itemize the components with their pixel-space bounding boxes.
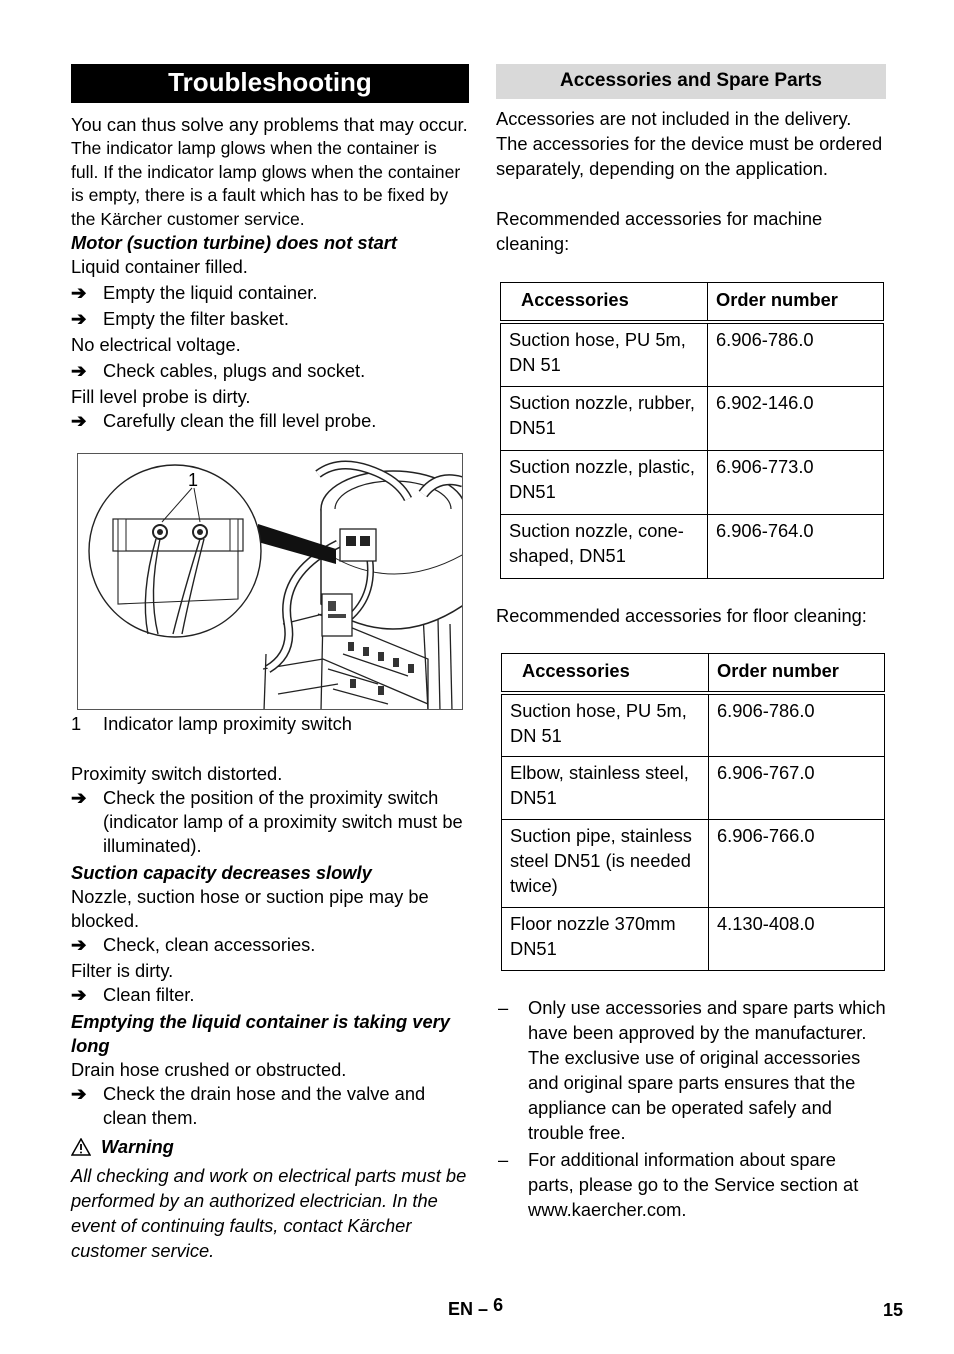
arrow-right-icon: ➔ (71, 787, 87, 808)
table-row (501, 322, 884, 386)
footer-language: EN – 6 (448, 1295, 504, 1319)
page-number: 15 (883, 1300, 904, 1320)
section-title-troubleshooting: Troubleshooting (71, 64, 469, 103)
table-row (501, 450, 884, 514)
dash-marker: – (498, 996, 509, 1018)
cause-text: Proximity switch distorted. (71, 763, 283, 784)
table-row (502, 693, 885, 757)
arrow-right-icon: ➔ (71, 360, 87, 381)
warning-triangle-icon (71, 1138, 91, 1156)
bullet-item: – Only use accessories and spare parts which have been approved by the manufacturer. The exclusive use of original accessories and original spare parts ensures that the appliance can be operated safely and trouble free. (498, 996, 886, 1143)
step-item: ➔ Check the drain hose and the valve and clean them. (71, 1083, 426, 1128)
arrow-right-icon: ➔ (71, 1083, 87, 1104)
order-number: 6.906-766.0 (709, 819, 885, 907)
heading-suction-decreases: Suction capacity decreases slowly (71, 862, 372, 883)
arrow-right-icon: ➔ (71, 934, 87, 955)
table-row (501, 386, 884, 450)
heading-motor-not-start: Motor (suction turbine) does not start (71, 232, 398, 253)
order-number: 6.906-767.0 (709, 756, 885, 819)
accessory-name: Suction hose, PU 5m, DN 51 (502, 693, 709, 757)
machine-cleaning-table (500, 282, 884, 579)
accessory-name: Floor nozzle 370mm DN51 (502, 907, 709, 970)
arrow-right-icon: ➔ (71, 282, 87, 303)
accessory-name: Suction nozzle, cone-shaped, DN51 (501, 514, 708, 578)
step-item: ➔ Empty the filter basket. (71, 308, 289, 329)
arrow-right-icon: ➔ (71, 308, 87, 329)
cause-text: Drain hose crushed or obstructed. (71, 1059, 347, 1080)
arrow-right-icon: ➔ (71, 984, 87, 1005)
step-item: ➔ Check the position of the proximity switch (indicator lamp of a proximity switch must be illuminated). (71, 787, 463, 856)
section-title-accessories: Accessories and Spare Parts (496, 64, 886, 99)
accessories-intro: Accessories are not included in the delivery. The accessories for the device must be ordered separately, depending on the application. (496, 108, 883, 179)
accessory-name: Suction nozzle, rubber, DN51 (501, 386, 708, 450)
step-item: ➔ Clean filter. (71, 984, 195, 1005)
table-row (502, 756, 885, 819)
warning-text: All checking and work on electrical parts must be performed by an authorized electrician. In the event of continuing faults, contact Kärcher customer service. (71, 1165, 467, 1261)
order-number: 6.906-773.0 (708, 450, 884, 514)
figure-legend (71, 712, 469, 736)
device-illustration (78, 454, 463, 710)
order-number: 6.906-786.0 (709, 693, 885, 757)
accessory-name: Suction pipe, stainless steel DN51 (is needed twice) (502, 819, 709, 907)
dash-marker: – (498, 1148, 509, 1170)
step-item: ➔ Carefully clean the fill level probe. (71, 410, 377, 431)
figure-callout-1: 1 (188, 470, 199, 490)
step-item: ➔ Empty the liquid container. (71, 282, 318, 303)
intro-text: You can thus solve any problems that may occur. (71, 114, 468, 135)
proximity-switch-figure (77, 453, 463, 710)
accessory-name: Suction hose, PU 5m, DN 51 (501, 322, 708, 386)
table-header-accessories: Accessories (501, 283, 708, 323)
cause-text: Filter is dirty. (71, 960, 174, 981)
floor-cleaning-label: Recommended accessories for floor cleaning: (496, 604, 867, 626)
order-number: 6.906-786.0 (708, 322, 884, 386)
floor-cleaning-table (501, 653, 885, 971)
warning-heading: Warning (71, 1135, 469, 1159)
legend-number: 1 (71, 713, 82, 734)
troubleshooting-column (71, 64, 469, 1263)
accessories-column (496, 64, 886, 1222)
cause-text: Liquid container filled. (71, 256, 248, 277)
heading-emptying-slow: Emptying the liquid container is taking very long (71, 1011, 450, 1056)
accessory-name: Elbow, stainless steel, DN51 (502, 756, 709, 819)
order-number: 4.130-408.0 (709, 907, 885, 970)
table-header-accessories: Accessories (502, 653, 709, 693)
indicator-note: The indicator lamp glows when the container is full. If the indicator lamp glows when the container is empty, there is a fault which has to be fixed by the Kärcher customer service. (71, 138, 461, 229)
order-number: 6.906-764.0 (708, 514, 884, 578)
cause-text: Fill level probe is dirty. (71, 386, 251, 407)
accessory-name: Suction nozzle, plastic, DN51 (501, 450, 708, 514)
cause-text: Nozzle, suction hose or suction pipe may be blocked. (71, 886, 429, 931)
step-item: ➔ Check, clean accessories. (71, 934, 316, 955)
table-row (502, 819, 885, 907)
bullet-item: – For additional information about spare parts, please go to the Service section at www.kaercher.com. (498, 1148, 859, 1220)
table-row (502, 907, 885, 970)
legend-text: Indicator lamp proximity switch (103, 713, 352, 734)
table-header-order-number: Order number (709, 653, 885, 693)
machine-cleaning-label: Recommended accessories for machine cleaning: (496, 208, 823, 254)
order-number: 6.902-146.0 (708, 386, 884, 450)
step-item: ➔ Check cables, plugs and socket. (71, 360, 366, 381)
arrow-right-icon: ➔ (71, 410, 87, 431)
table-row (501, 514, 884, 578)
cause-text: No electrical voltage. (71, 334, 241, 355)
table-header-order-number: Order number (708, 283, 884, 323)
